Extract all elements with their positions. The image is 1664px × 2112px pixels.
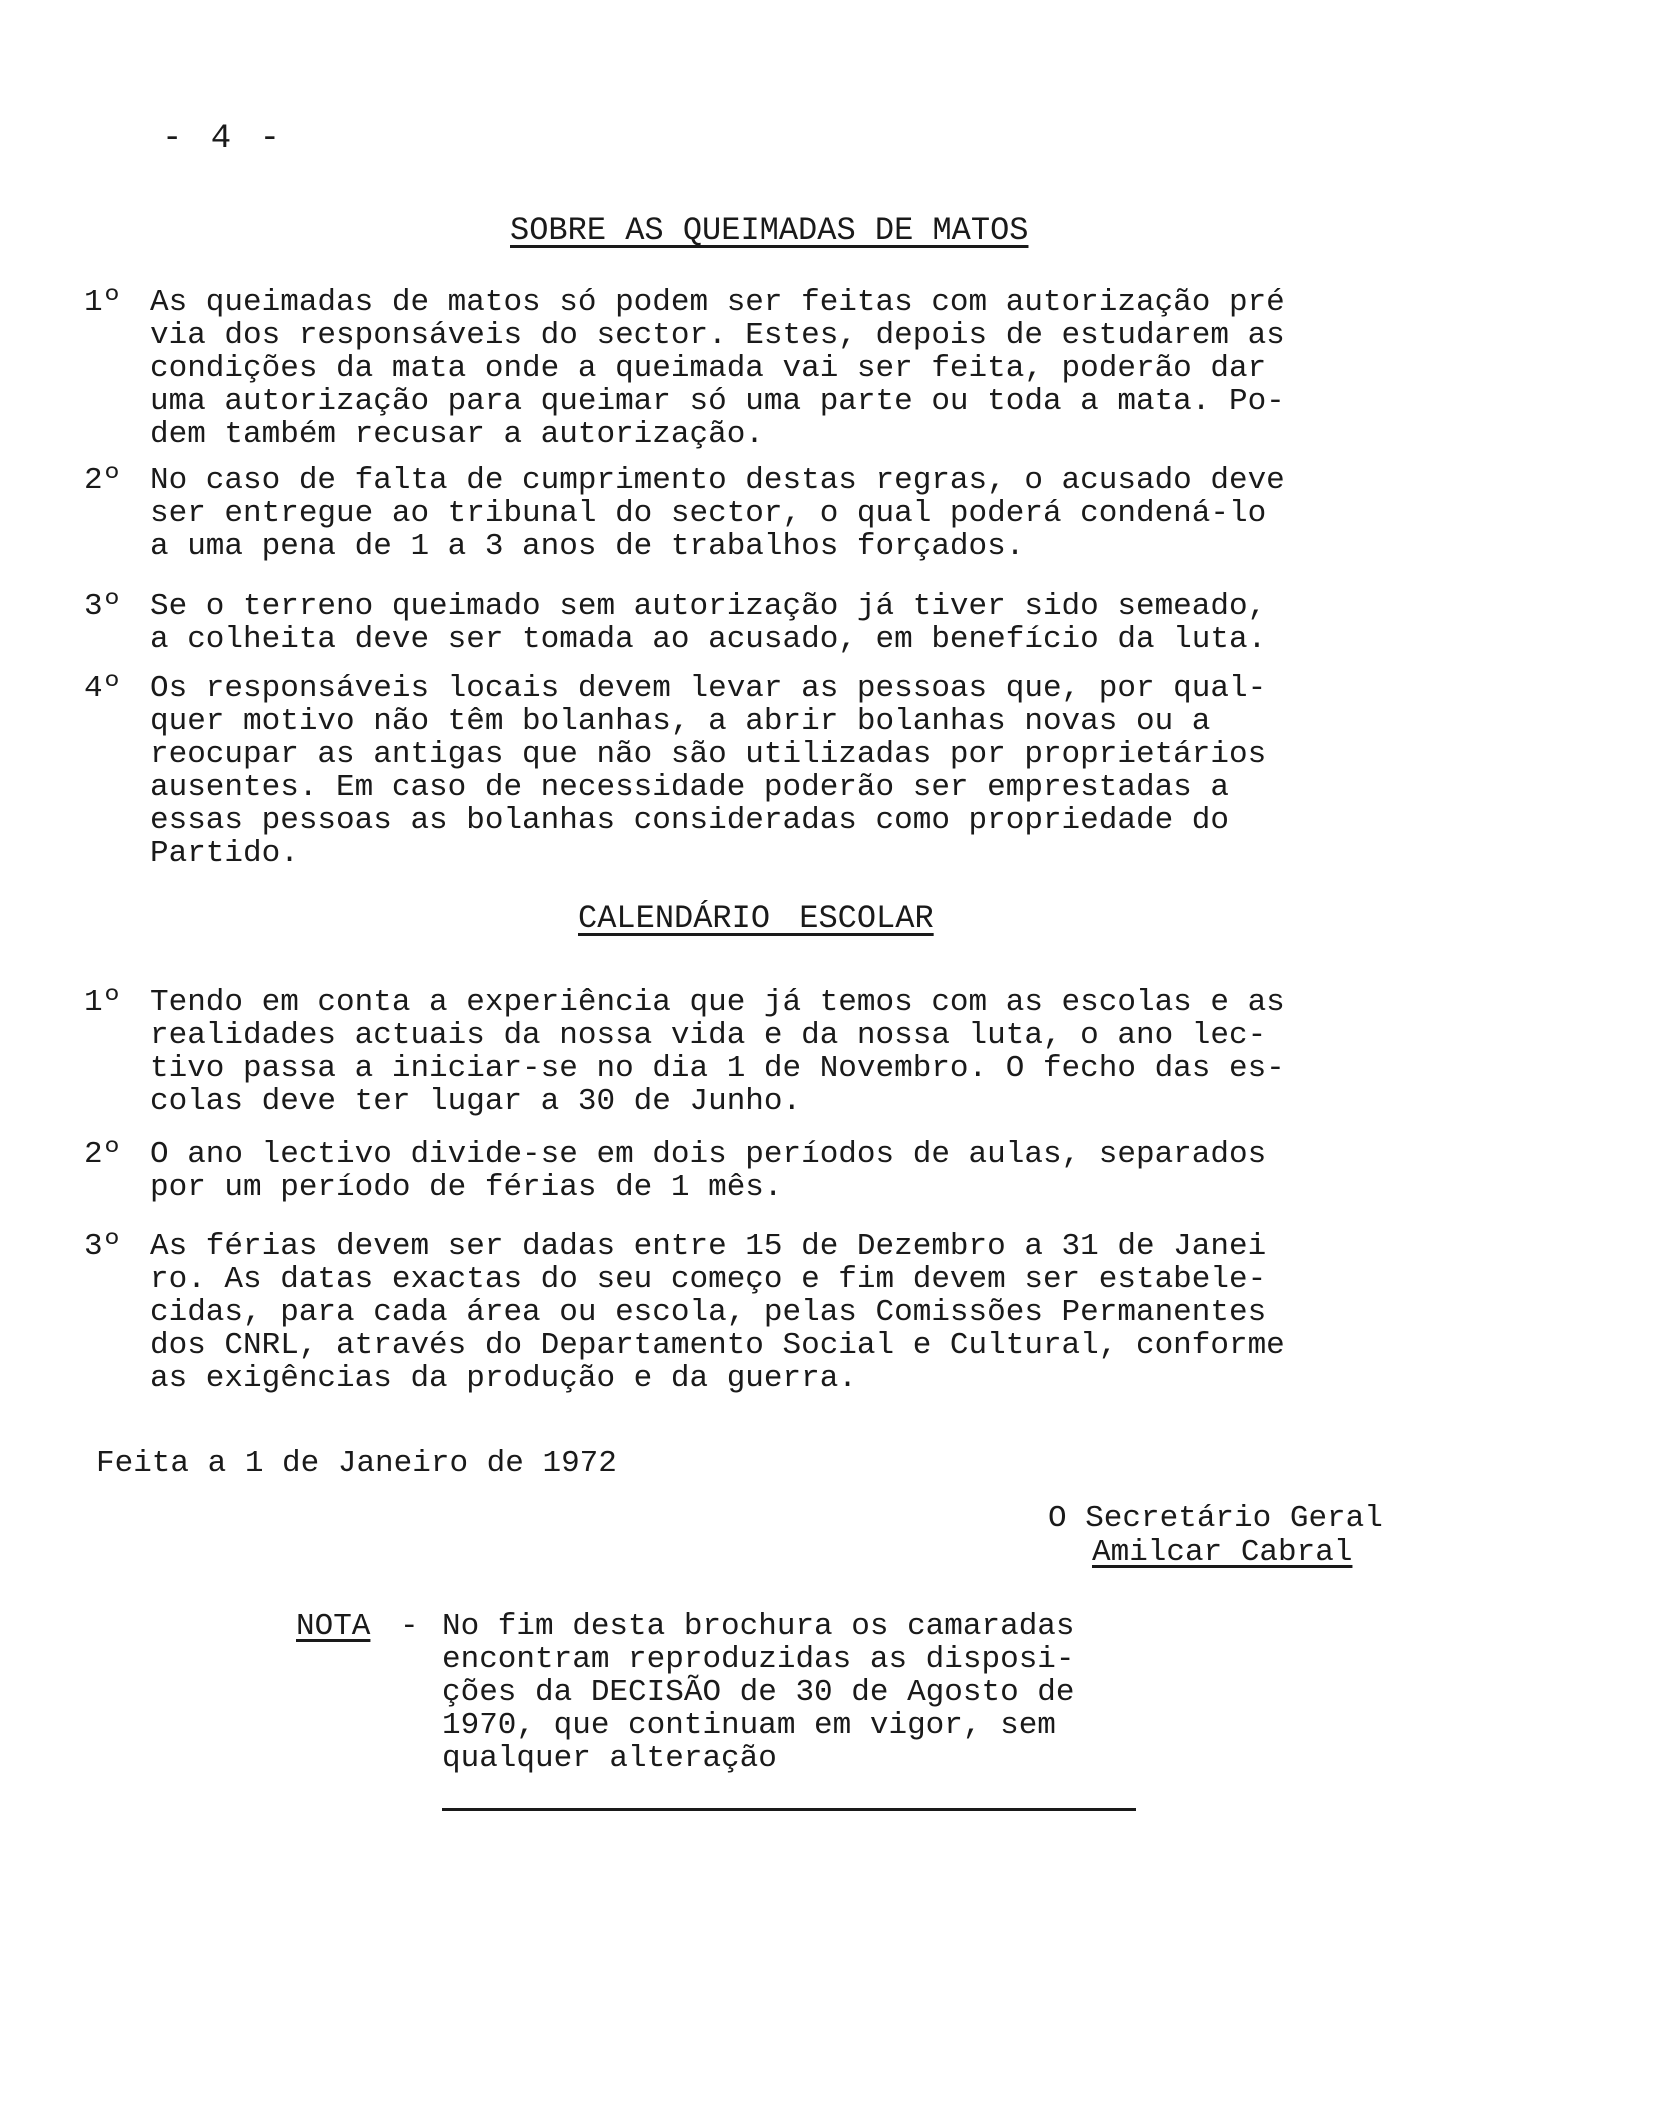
item-number: 2º	[84, 463, 122, 498]
section-title-queimadas: SOBRE AS QUEIMADAS DE MATOS	[510, 212, 1029, 249]
note-dash: -	[400, 1609, 419, 1644]
item-number: 1º	[84, 985, 122, 1020]
item-text: No caso de falta de cumprimento destas regras, o acusado deve ser entregue ao tribunal do sector, o qual poderá condená-lo a uma pena de 1 a 3 anos de trabalhos forçados.	[150, 463, 1285, 564]
note-text: No fim desta brochura os camaradas encontram reproduzidas as disposi- ções da DECISÃO de 30 de Agosto de 1970, que continuam em vigor, sem qualquer alteração	[442, 1609, 1075, 1776]
item-text: O ano lectivo divide-se em dois períodos de aulas, separados por um período de férias de 1 mês.	[150, 1137, 1267, 1205]
page-number: - 4 -	[162, 120, 285, 158]
item-number: 1º	[84, 285, 122, 320]
signatory-title: O Secretário Geral	[1048, 1501, 1383, 1536]
item-text: As férias devem ser dadas entre 15 de Dezembro a 31 de Janei ro. As datas exactas do seu começo e fim devem ser estabele- cidas, para cada área ou escola, pelas Comissões Permanentes dos CNRL, através do Departamento Social e Cultural, conforme as exigências da produção e da guerra.	[150, 1229, 1285, 1396]
item-number: 4º	[84, 671, 122, 706]
item-text: Os responsáveis locais devem levar as pessoas que, por qual- quer motivo não têm bolanhas, a abrir bolanhas novas ou a reocupar as antigas que não são utilizadas por proprietários ausentes. Em caso de necessidade poderão ser emprestadas a essas pessoas as bolanhas consideradas como propriedade do Partido.	[150, 671, 1267, 871]
list-item	[84, 672, 1404, 870]
item-text: Tendo em conta a experiência que já temos com as escolas e as realidades actuais da nossa vida e da nossa luta, o ano lec- tivo passa a iniciar-se no dia 1 de Novembro. O fecho das es- colas deve ter lugar a 30 de Junho.	[150, 985, 1285, 1119]
list-item	[84, 286, 1404, 451]
item-text: Se o terreno queimado sem autorização já tiver sido semeado, a colheita deve ser tomada ao acusado, em benefício da luta.	[150, 589, 1267, 657]
item-number: 3º	[84, 1229, 122, 1264]
note-block	[296, 1610, 1176, 1775]
list-item	[84, 1138, 1404, 1204]
list-item	[84, 590, 1404, 656]
signature-block	[1048, 1502, 1383, 1570]
list-item	[84, 986, 1404, 1118]
dateline: Feita a 1 de Janeiro de 1972	[96, 1446, 617, 1481]
item-number: 2º	[84, 1137, 122, 1172]
item-number: 3º	[84, 589, 122, 624]
section-title-calendario: CALENDÁRIO ESCOLAR	[578, 900, 934, 937]
list-item	[84, 1230, 1404, 1395]
list-item	[84, 464, 1404, 563]
closing-rule	[442, 1808, 1136, 1811]
note-label: NOTA	[296, 1609, 371, 1644]
signatory-name: Amilcar Cabral	[1092, 1535, 1353, 1570]
item-text: As queimadas de matos só podem ser feitas com autorização pré via dos responsáveis do sector. Estes, depois de estudarem as condições da mata onde a queimada vai ser feita, poderão dar uma autorização para queimar só uma parte ou toda a mata. Po- dem também recusar a autorização.	[150, 285, 1285, 452]
